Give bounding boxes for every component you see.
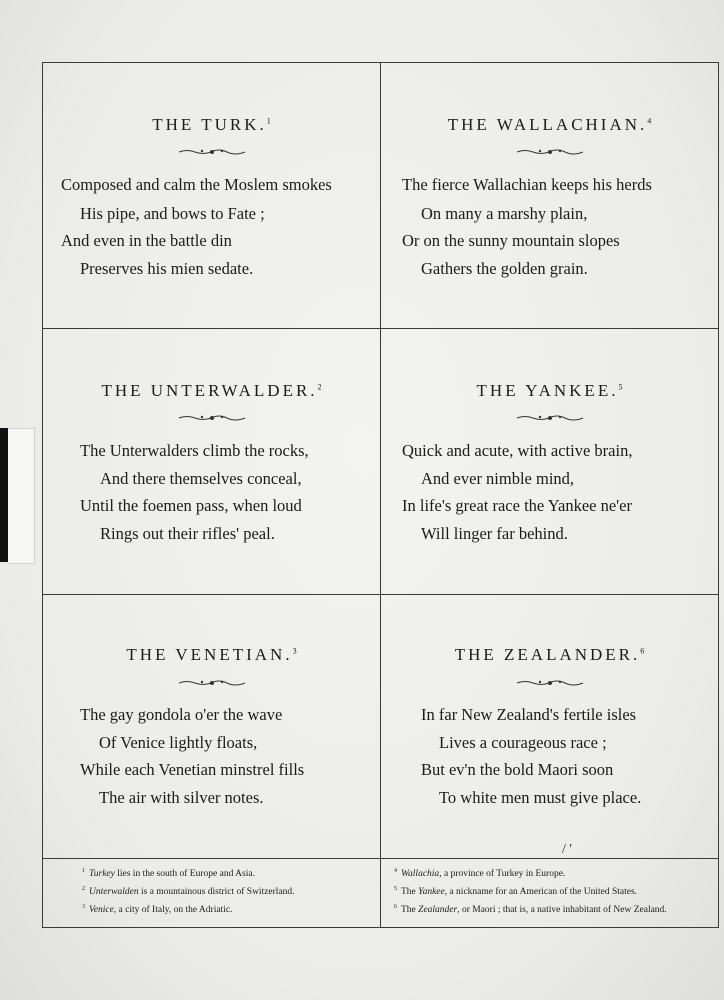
ornament-icon (515, 147, 585, 157)
footnote: $^4$ Wallachia, a province of Turkey in Europe. (394, 868, 566, 880)
grid-footnote-divider (42, 858, 719, 859)
ornament-icon (515, 678, 585, 688)
poem-title: THE TURK.$^1$ (152, 115, 271, 134)
poem-cell-zealander (381, 595, 718, 858)
binding-edge (8, 428, 35, 564)
poem-title: THE YANKEE.$^5$ (476, 381, 623, 400)
verse-line: On many a marshy plain, (421, 204, 588, 223)
ornament-icon (177, 678, 247, 688)
verse-line: And even in the battle din (61, 231, 232, 250)
stray-mark: / ' (562, 842, 572, 857)
footnote: $^3$ Venice, a city of Italy, on the Adriatic. (82, 904, 233, 916)
verse-line: And ever nimble mind, (421, 469, 575, 488)
verse-line: Lives a courageous race ; (439, 733, 607, 752)
verse-line: And there themselves conceal, (100, 469, 302, 488)
poem-title: THE WALLACHIAN.$^4$ (447, 115, 652, 134)
poem-title: THE ZEALANDER.$^6$ (454, 645, 645, 664)
binding-strip (0, 428, 8, 562)
ornament-icon (177, 147, 247, 157)
verse-line: But ev'n the bold Maori soon (421, 760, 614, 779)
footnote: $^2$ Unterwalden is a mountainous district of Switzerland. (82, 886, 295, 898)
footnote: $^1$ Turkey lies in the south of Europe and Asia. (82, 868, 255, 880)
verse-line: To white men must give place. (439, 788, 642, 807)
verse-line: Of Venice lightly floats, (99, 733, 258, 752)
poem-cell-venetian (43, 595, 380, 858)
verse-line: In far New Zealand's fertile isles (421, 705, 637, 724)
verse-line: Gathers the golden grain. (421, 259, 588, 278)
verse-line: In life's great race the Yankee ne'er (402, 496, 632, 515)
verse-line: The gay gondola o'er the wave (80, 705, 283, 724)
verse-line: The Unterwalders climb the rocks, (80, 441, 309, 460)
footnote: $^5$ The Yankee, a nickname for an American of the United States. (394, 886, 638, 898)
verse-line: Composed and calm the Moslem smokes (61, 175, 332, 194)
poem-cell-turk (43, 63, 380, 328)
verse-line: While each Venetian minstrel fills (80, 760, 305, 779)
poem-title: THE VENETIAN.$^3$ (126, 645, 297, 664)
footnote: $^6$ The Zealander, or Maori ; that is, a native inhabitant of New Zealand. (394, 904, 667, 916)
verse-line: Quick and acute, with active brain, (402, 441, 633, 460)
ornament-icon (515, 413, 585, 423)
poem-cell-unterwalder (43, 329, 380, 594)
verse-line: Will linger far behind. (421, 524, 568, 543)
ornament-icon (177, 413, 247, 423)
verse-line: The air with silver notes. (99, 788, 264, 807)
poem-cell-yankee (381, 329, 718, 594)
poem-cell-wallachian (381, 63, 718, 328)
verse-line: His pipe, and bows to Fate ; (80, 204, 265, 223)
verse-line: Until the foemen pass, when loud (80, 496, 302, 515)
poem-title: THE UNTERWALDER.$^2$ (101, 381, 322, 400)
verse-line: Preserves his mien sedate. (80, 259, 254, 278)
verse-line: Or on the sunny mountain slopes (402, 231, 620, 250)
verse-line: Rings out their rifles' peal. (100, 524, 275, 543)
verse-line: The fierce Wallachian keeps his herds (402, 175, 652, 194)
